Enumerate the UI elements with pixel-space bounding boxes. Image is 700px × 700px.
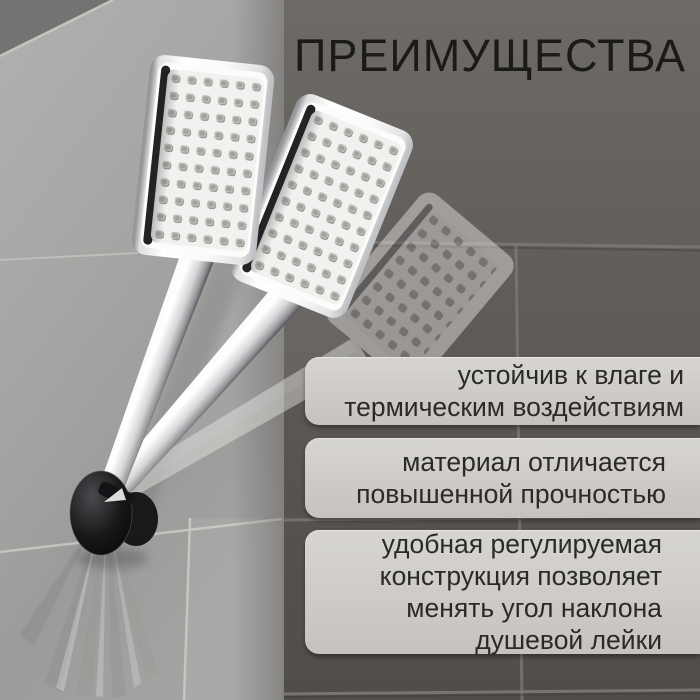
advantage-text-line: менять угол наклона bbox=[406, 593, 662, 623]
advantage-text-line: повышенной прочностью bbox=[356, 479, 666, 509]
advantage-text-line: термическим воздействиям bbox=[344, 392, 684, 422]
advantage-text-line: устойчив к влаге и bbox=[457, 360, 684, 390]
advantage-card-3 bbox=[305, 530, 700, 654]
advantage-text-line: удобная регулируемая bbox=[381, 529, 662, 559]
advantage-text-line: душевой лейки bbox=[475, 625, 662, 655]
advantage-card-2 bbox=[305, 438, 700, 518]
advantage-text-line: конструкция позволяет bbox=[379, 561, 662, 591]
advantage-text-line: материал отличается bbox=[402, 447, 666, 477]
wall-mount-holder bbox=[70, 471, 132, 555]
shower-head-position-1 bbox=[133, 56, 273, 263]
page-title: ПРЕИМУЩЕСТВА bbox=[293, 30, 687, 81]
advantage-card-1 bbox=[305, 357, 700, 425]
